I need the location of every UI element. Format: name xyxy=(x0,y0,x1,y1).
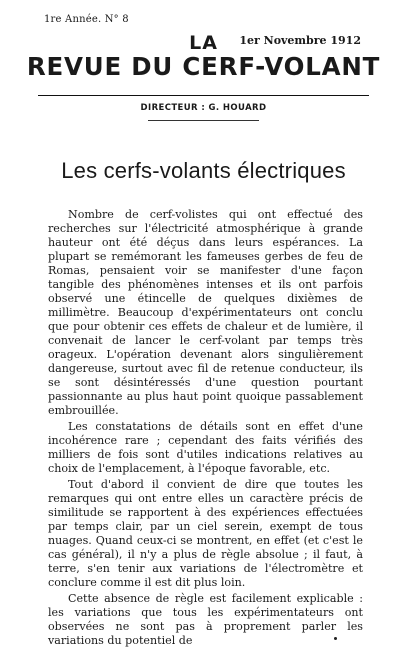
masthead-article: LA xyxy=(189,32,218,54)
paragraph: Tout d'abord il convient de dire que toutes les remarques qui ont entre elles un caractère précis de similitude se rapportent à des expériences effectuées par temps clair, par un ciel serein, exempt de tous nuages. Quand ceux-ci se montrent, en effet (et c'est le cas général), il n'y a plus de règle absolue ; il faut, à terre, s'en tenir aux variations de l'électromètre et conclure comme il est dit plus loin. xyxy=(48,478,363,589)
masthead-title: REVUE DU CERF-VOLANT xyxy=(26,52,381,81)
article-title: Les cerfs-volants électriques xyxy=(61,158,346,183)
masthead-rule xyxy=(38,95,369,96)
paragraph: Nombre de cerf-volistes qui ont effectué des recherches sur l'électricité atmosphérique à grande hauteur ont été déçus dans leurs espérances. La plupart se remémorant les fameuses gerbes de feu de Romas, pensaient voir se manifester d'une façon tangible des phénomènes intenses et ils ont parfois observé une étincelle de quelques dixièmes de millimètre. Beaucoup d'expérimentateurs ont conclu que pour obtenir ces effets de chaleur et de lumière, il convenait de lancer le cerf-volant par temps très orageux. L'opération devenant alors singulièrement dangereuse, surtout avec fil de retenue conducteur, ils se sont désintéressés d'une question pourtant passionnante au plus haut point quoique passablement embrouillée. xyxy=(48,208,363,417)
paragraph: Les constatations de détails sont en effet d'une incohérence rare ; cependant des faits vérifiés des milliers de fois sont d'utiles indications relatives au choix de l'emplacement, à l'époque favorable, etc. xyxy=(48,420,363,475)
director-line: DIRECTEUR : G. HOUARD xyxy=(140,103,267,113)
article-body xyxy=(48,208,363,648)
director-rule xyxy=(148,120,259,121)
issue-number: 1re Année. N° 8 xyxy=(44,14,129,25)
issue-date: 1er Novembre 1912 xyxy=(239,34,361,47)
paragraph: Cette absence de règle est facilement explicable : les variations que tous les expérimentateurs ont observées ne sont pas à proprement parler les variations du potentiel de xyxy=(48,592,363,647)
print-speck xyxy=(334,637,337,640)
